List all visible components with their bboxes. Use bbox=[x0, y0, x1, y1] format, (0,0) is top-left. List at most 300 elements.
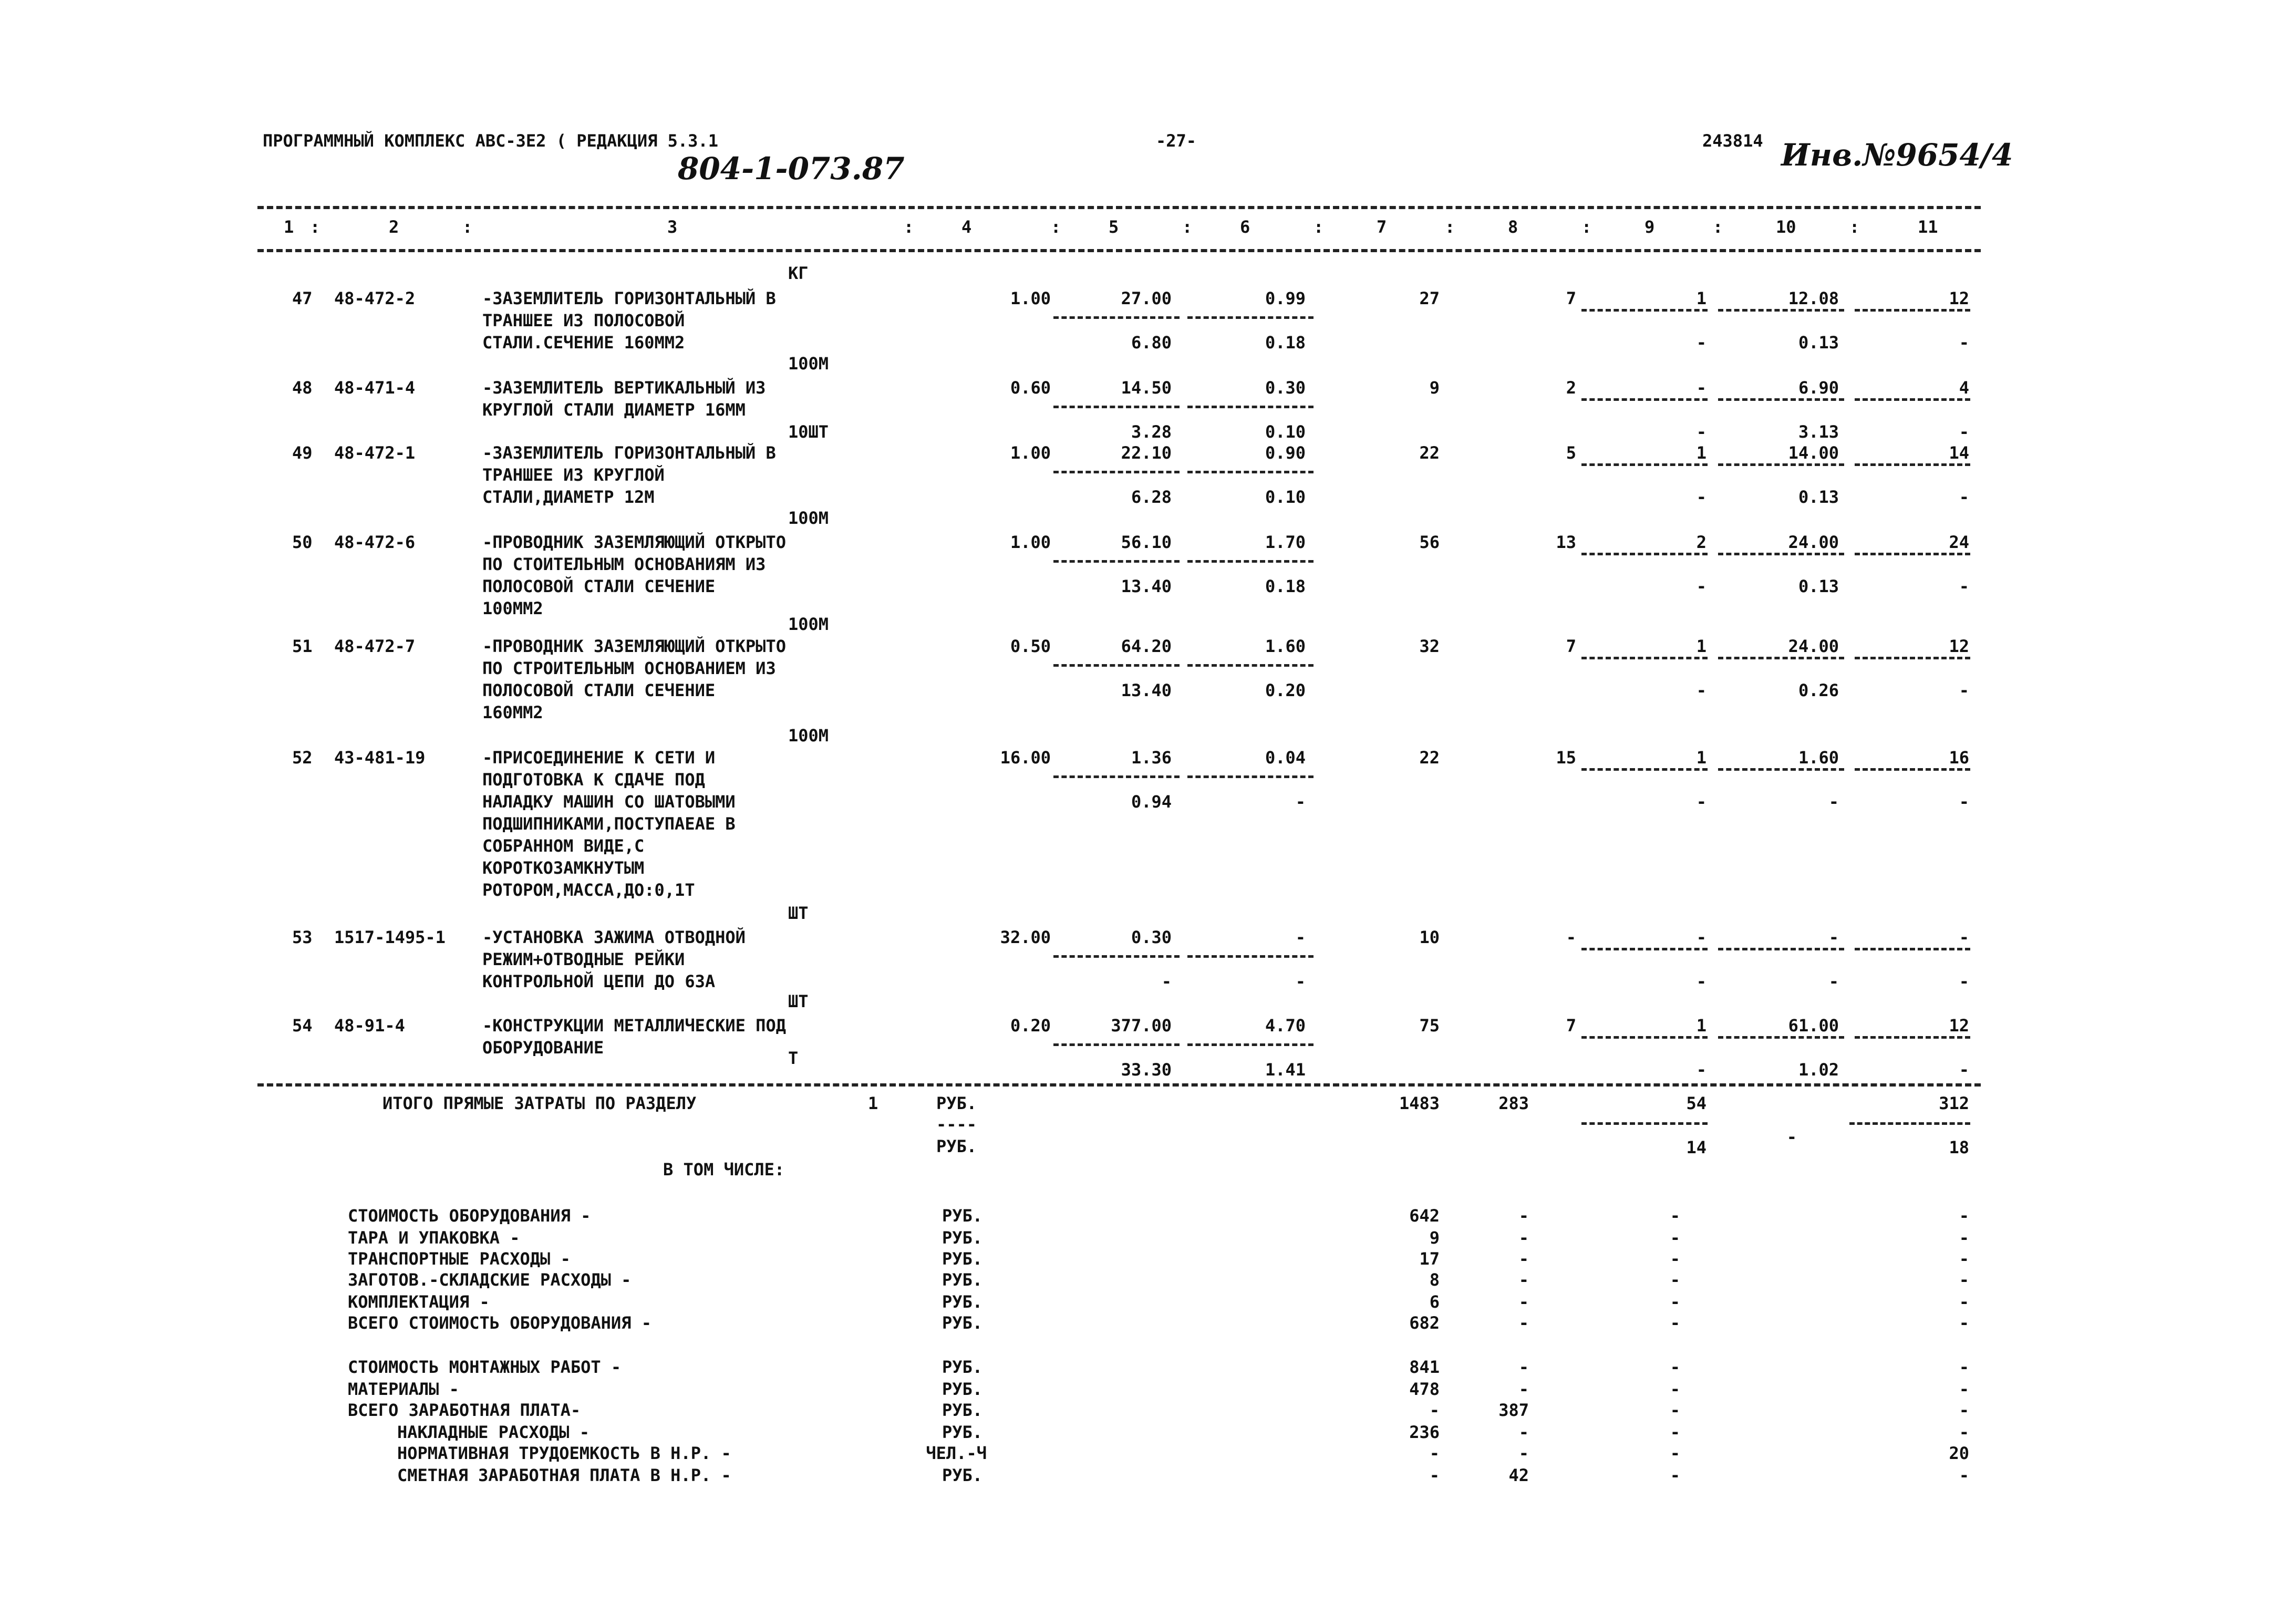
unit-cost-machines: 1.60 bbox=[1265, 636, 1306, 656]
total-rule bbox=[1855, 398, 1970, 401]
unit-cost-machines: 1.70 bbox=[1265, 532, 1306, 552]
row-number: 47 bbox=[292, 288, 313, 308]
unit-cost-rule bbox=[1053, 955, 1180, 958]
breakdown-unit: ЧЕЛ.-Ч bbox=[926, 1443, 987, 1463]
total-wages: - bbox=[1566, 927, 1576, 947]
total-cost: 10 bbox=[1419, 927, 1440, 947]
total-rule bbox=[1855, 463, 1970, 466]
unit-cost-rule bbox=[1053, 664, 1180, 667]
work-description: -ПРОВОДНИК ЗАЗЕМЛЯЮЩИЙ ОТКРЫТО bbox=[482, 636, 786, 656]
total-rule bbox=[1581, 657, 1708, 659]
total-machine-wages: - bbox=[1696, 576, 1707, 596]
unit-cost-rule bbox=[1187, 406, 1314, 408]
work-description: КОНТРОЛЬНОЙ ЦЕПИ ДО 63А bbox=[482, 971, 716, 991]
total-machines: 1 bbox=[1696, 288, 1707, 308]
unit-cost-rule bbox=[1187, 471, 1314, 473]
unit-cost-wages: 6.80 bbox=[1131, 333, 1172, 353]
pricing-code: 48-472-7 bbox=[334, 636, 416, 656]
column-number: 7 bbox=[1377, 217, 1387, 237]
pricing-code: 48-472-1 bbox=[334, 443, 416, 463]
work-description: СТАЛИ.СЕЧЕНИЕ 160ММ2 bbox=[482, 333, 685, 353]
labour-unit-mech: - bbox=[1828, 971, 1839, 991]
pricing-code: 48-471-4 bbox=[334, 378, 416, 398]
unit-label: 100М bbox=[788, 614, 829, 634]
breakdown-col7: 6 bbox=[1429, 1292, 1440, 1312]
total-rule bbox=[1855, 553, 1970, 555]
unit-cost-rule bbox=[1053, 316, 1180, 319]
row-number: 49 bbox=[292, 443, 313, 463]
breakdown-col11: - bbox=[1959, 1270, 1969, 1290]
breakdown-col8: - bbox=[1518, 1270, 1529, 1290]
breakdown-col8: - bbox=[1518, 1292, 1529, 1312]
unit-cost-machine-wages: 0.20 bbox=[1265, 680, 1306, 700]
column-number: 3 bbox=[667, 217, 678, 237]
program-header: ПРОГРАММНЫЙ КОМПЛЕКС АВС-ЗЕ2 ( РЕДАКЦИЯ 5.3.1 bbox=[263, 131, 718, 151]
totals-label: ИТОГО ПРЯМЫЕ ЗАТРАТЫ ПО РАЗДЕЛУ bbox=[382, 1093, 697, 1113]
breakdown-col11: - bbox=[1959, 1206, 1969, 1226]
work-description: ПО СТОИТЕЛЬНЫМ ОСНОВАНИЯМ ИЗ bbox=[482, 554, 766, 574]
breakdown-col9: - bbox=[1670, 1357, 1680, 1377]
total-rule bbox=[1718, 948, 1844, 950]
breakdown-col8: 387 bbox=[1498, 1400, 1529, 1420]
work-description: -ЗАЗЕМЛИТЕЛЬ ГОРИЗОНТАЛЬНЫЙ В bbox=[482, 288, 776, 308]
column-number: 6 bbox=[1240, 217, 1250, 237]
breakdown-col9: - bbox=[1670, 1443, 1680, 1463]
breakdown-col9: - bbox=[1670, 1379, 1680, 1399]
unit-cost-rule bbox=[1187, 664, 1314, 667]
breakdown-unit: РУБ. bbox=[942, 1270, 982, 1290]
total-rule bbox=[1581, 553, 1708, 555]
breakdown-col11: 20 bbox=[1949, 1443, 1969, 1463]
total-cost: 75 bbox=[1419, 1016, 1440, 1036]
breakdown-col7: 236 bbox=[1409, 1422, 1440, 1442]
work-description: -ПРОВОДНИК ЗАЗЕМЛЯЮЩИЙ ОТКРЫТО bbox=[482, 532, 786, 552]
labour-unit: - bbox=[1828, 927, 1839, 947]
breakdown-label: СТОИМОСТЬ ОБОРУДОВАНИЯ - bbox=[348, 1206, 591, 1226]
labour-total: 4 bbox=[1959, 378, 1969, 398]
column-number: 5 bbox=[1109, 217, 1119, 237]
work-description: КРУГЛОЙ СТАЛИ ДИАМЕТР 16ММ bbox=[482, 400, 746, 420]
work-description: ПОДШИПНИКАМИ,ПОСТУПАЕАЕ В bbox=[482, 814, 736, 834]
quantity: 0.60 bbox=[1010, 378, 1051, 398]
unit-cost-total: 0.30 bbox=[1131, 927, 1172, 947]
column-separator: : bbox=[310, 217, 320, 237]
labour-total: 12 bbox=[1949, 288, 1969, 308]
breakdown-col8: - bbox=[1518, 1443, 1529, 1463]
labour-total-mech: - bbox=[1959, 487, 1969, 507]
breakdown-label: НАКЛАДНЫЕ РАСХОДЫ - bbox=[397, 1422, 590, 1442]
total-machine-wages: - bbox=[1696, 487, 1707, 507]
breakdown-label: ВСЕГО СТОИМОСТЬ ОБОРУДОВАНИЯ - bbox=[348, 1313, 651, 1333]
total-machine-wages: - bbox=[1696, 422, 1707, 442]
labour-unit: 14.00 bbox=[1788, 443, 1839, 463]
quantity: 1.00 bbox=[1010, 443, 1051, 463]
pricing-code: 48-91-4 bbox=[334, 1016, 405, 1036]
document-code: 243814 bbox=[1702, 131, 1763, 151]
labour-total: 12 bbox=[1949, 1016, 1969, 1036]
column-separator: : bbox=[1849, 217, 1860, 237]
breakdown-col8: - bbox=[1518, 1206, 1529, 1226]
breakdown-col7: 17 bbox=[1419, 1249, 1440, 1269]
unit-cost-wages: 3.28 bbox=[1131, 422, 1172, 442]
total-cost: 22 bbox=[1419, 443, 1440, 463]
column-number: 1 bbox=[284, 217, 294, 237]
breakdown-col8: - bbox=[1518, 1313, 1529, 1333]
breakdown-col11: - bbox=[1959, 1292, 1969, 1312]
labour-total-mech: - bbox=[1959, 422, 1969, 442]
unit-cost-total: 27.00 bbox=[1121, 288, 1172, 308]
totals-unit-2: ---- bbox=[936, 1114, 977, 1134]
breakdown-unit: РУБ. bbox=[942, 1206, 982, 1226]
total-rule bbox=[1581, 463, 1708, 466]
work-description: РОТОРОМ,МАССА,ДО:0,1Т bbox=[482, 880, 695, 900]
total-rule bbox=[1581, 948, 1708, 950]
breakdown-label: ВСЕГО ЗАРАБОТНАЯ ПЛАТА- bbox=[348, 1400, 581, 1420]
unit-cost-wages: - bbox=[1161, 971, 1172, 991]
total-cost: 56 bbox=[1419, 532, 1440, 552]
breakdown-label: СМЕТНАЯ ЗАРАБОТНАЯ ПЛАТА В Н.Р. - bbox=[397, 1465, 731, 1485]
column-separator: : bbox=[462, 217, 473, 237]
handwritten-project-number: 804-1-073.87 bbox=[678, 151, 905, 187]
quantity: 16.00 bbox=[1000, 748, 1051, 768]
unit-cost-machine-wages: 0.10 bbox=[1265, 487, 1306, 507]
column-number: 11 bbox=[1918, 217, 1938, 237]
work-description: НАЛАДКУ МАШИН СО ШАТОВЫМИ bbox=[482, 792, 736, 812]
work-description: ТРАНШЕЕ ИЗ ПОЛОСОВОЙ bbox=[482, 311, 685, 330]
totals-unit-1: РУБ. bbox=[936, 1093, 977, 1113]
work-description: 160ММ2 bbox=[482, 702, 543, 722]
total-machines: 1 bbox=[1696, 636, 1707, 656]
work-description: 100ММ2 bbox=[482, 598, 543, 618]
labour-total-mech: - bbox=[1959, 333, 1969, 353]
labour-unit-mech: 0.13 bbox=[1798, 487, 1839, 507]
unit-label: Т bbox=[788, 1048, 799, 1068]
total-machines: 1 bbox=[1696, 748, 1707, 768]
total-rule bbox=[1581, 398, 1708, 401]
work-description: -КОНСТРУКЦИИ МЕТАЛЛИЧЕСКИЕ ПОД bbox=[482, 1016, 786, 1036]
unit-cost-rule bbox=[1187, 560, 1314, 563]
rule-top bbox=[257, 206, 1981, 209]
breakdown-label: СТОИМОСТЬ МОНТАЖНЫХ РАБОТ - bbox=[348, 1357, 622, 1377]
unit-cost-rule bbox=[1053, 775, 1180, 778]
unit-cost-rule bbox=[1187, 955, 1314, 958]
unit-cost-wages: 13.40 bbox=[1121, 576, 1172, 596]
total-rule bbox=[1718, 398, 1844, 401]
unit-cost-machine-wages: 0.10 bbox=[1265, 422, 1306, 442]
breakdown-unit: РУБ. bbox=[942, 1422, 982, 1442]
labour-total: - bbox=[1959, 927, 1969, 947]
total-machine-wages: - bbox=[1696, 971, 1707, 991]
unit-cost-machines: - bbox=[1295, 927, 1306, 947]
breakdown-col9: - bbox=[1670, 1465, 1680, 1485]
unit-cost-machines: 0.90 bbox=[1265, 443, 1306, 463]
breakdown-col11: - bbox=[1959, 1228, 1969, 1248]
unit-cost-rule bbox=[1053, 471, 1180, 473]
row-number: 52 bbox=[292, 748, 313, 768]
breakdown-col9: - bbox=[1670, 1206, 1680, 1226]
breakdown-col7: 682 bbox=[1409, 1313, 1440, 1333]
total-wages: 13 bbox=[1556, 532, 1576, 552]
total-machine-wages: - bbox=[1696, 1060, 1707, 1080]
labour-total: 12 bbox=[1949, 636, 1969, 656]
breakdown-col7: 9 bbox=[1429, 1228, 1440, 1248]
unit-cost-rule bbox=[1053, 560, 1180, 563]
breakdown-col9: - bbox=[1670, 1422, 1680, 1442]
unit-label: 100М bbox=[788, 508, 829, 528]
column-number: 4 bbox=[961, 217, 972, 237]
totals-col10-sub: - bbox=[1786, 1127, 1797, 1147]
totals-col9-sub: 14 bbox=[1686, 1137, 1707, 1157]
quantity: 1.00 bbox=[1010, 288, 1051, 308]
breakdown-unit: РУБ. bbox=[942, 1379, 982, 1399]
unit-label: ШТ bbox=[788, 903, 809, 923]
labour-unit: 6.90 bbox=[1798, 378, 1839, 398]
labour-total: 16 bbox=[1949, 748, 1969, 768]
unit-cost-wages: 6.28 bbox=[1131, 487, 1172, 507]
unit-cost-rule bbox=[1187, 1043, 1314, 1046]
unit-cost-rule bbox=[1187, 316, 1314, 319]
total-wages: 15 bbox=[1556, 748, 1576, 768]
totals-col7: 1483 bbox=[1399, 1093, 1440, 1113]
totals-col8: 283 bbox=[1498, 1093, 1529, 1113]
breakdown-col8: - bbox=[1518, 1379, 1529, 1399]
unit-cost-total: 14.50 bbox=[1121, 378, 1172, 398]
work-description: -ЗАЗЕМЛИТЕЛЬ ГОРИЗОНТАЛЬНЫЙ В bbox=[482, 443, 776, 463]
unit-label: ШТ bbox=[788, 991, 809, 1011]
breakdown-col9: - bbox=[1670, 1249, 1680, 1269]
quantity: 0.20 bbox=[1010, 1016, 1051, 1036]
breakdown-col11: - bbox=[1959, 1422, 1969, 1442]
work-description: -УСТАНОВКА ЗАЖИМА ОТВОДНОЙ bbox=[482, 927, 746, 947]
quantity: 32.00 bbox=[1000, 927, 1051, 947]
totals-col11: 312 bbox=[1939, 1093, 1969, 1113]
breakdown-label: ТАРА И УПАКОВКА - bbox=[348, 1228, 520, 1248]
total-rule bbox=[1855, 309, 1970, 312]
breakdown-label: КОМПЛЕКТАЦИЯ - bbox=[348, 1292, 490, 1312]
work-description: -ЗАЗЕМЛИТЕЛЬ ВЕРТИКАЛЬНЫЙ ИЗ bbox=[482, 378, 766, 398]
work-description: ТРАНШЕЕ ИЗ КРУГЛОЙ bbox=[482, 465, 665, 485]
handwritten-inventory-number: Инв.№9654/4 bbox=[1781, 137, 2013, 173]
breakdown-label: НОРМАТИВНАЯ ТРУДОЕМКОСТЬ В Н.Р. - bbox=[397, 1443, 731, 1463]
unit-cost-wages: 0.94 bbox=[1131, 792, 1172, 812]
total-wages: 2 bbox=[1566, 378, 1576, 398]
column-separator: : bbox=[1713, 217, 1723, 237]
breakdown-col8: - bbox=[1518, 1249, 1529, 1269]
labour-unit: 12.08 bbox=[1788, 288, 1839, 308]
labour-unit-mech: 1.02 bbox=[1798, 1060, 1839, 1080]
pricing-code: 48-472-6 bbox=[334, 532, 416, 552]
labour-total-mech: - bbox=[1959, 680, 1969, 700]
total-rule bbox=[1718, 553, 1844, 555]
total-machines: - bbox=[1696, 378, 1707, 398]
unit-cost-total: 22.10 bbox=[1121, 443, 1172, 463]
unit-cost-total: 64.20 bbox=[1121, 636, 1172, 656]
total-rule bbox=[1718, 1036, 1844, 1039]
unit-cost-machines: 4.70 bbox=[1265, 1016, 1306, 1036]
work-description: ПОЛОСОВОЙ СТАЛИ СЕЧЕНИЕ bbox=[482, 680, 716, 700]
total-rule bbox=[1718, 309, 1844, 312]
unit-cost-machines: 0.30 bbox=[1265, 378, 1306, 398]
labour-unit-mech: 0.13 bbox=[1798, 576, 1839, 596]
unit-cost-rule bbox=[1053, 1043, 1180, 1046]
breakdown-col11: - bbox=[1959, 1249, 1969, 1269]
breakdown-col8: - bbox=[1518, 1228, 1529, 1248]
work-description: СОБРАННОМ ВИДЕ,С bbox=[482, 836, 645, 856]
total-rule bbox=[1718, 657, 1844, 659]
labour-total: 14 bbox=[1949, 443, 1969, 463]
unit-cost-total: 56.10 bbox=[1121, 532, 1172, 552]
unit-cost-machine-wages: - bbox=[1295, 792, 1306, 812]
breakdown-unit: РУБ. bbox=[942, 1292, 982, 1312]
total-rule bbox=[1718, 463, 1844, 466]
breakdown-col8: - bbox=[1518, 1357, 1529, 1377]
unit-cost-machine-wages: 0.18 bbox=[1265, 333, 1306, 353]
total-wages: 5 bbox=[1566, 443, 1576, 463]
unit-label: 10ШТ bbox=[788, 422, 829, 442]
labour-total-mech: - bbox=[1959, 971, 1969, 991]
column-number: 10 bbox=[1776, 217, 1796, 237]
totals-col11-sub: 18 bbox=[1949, 1137, 1969, 1157]
unit-cost-machine-wages: 1.41 bbox=[1265, 1060, 1306, 1080]
totals-col9: 54 bbox=[1686, 1093, 1707, 1113]
work-description: ПОДГОТОВКА К СДАЧЕ ПОД bbox=[482, 770, 705, 790]
page-number: -27- bbox=[1156, 131, 1197, 151]
work-description: ПОЛОСОВОЙ СТАЛИ СЕЧЕНИЕ bbox=[482, 576, 716, 596]
including-title: В ТОМ ЧИСЛЕ: bbox=[663, 1160, 785, 1180]
total-rule bbox=[1718, 768, 1844, 771]
breakdown-col8: 42 bbox=[1508, 1465, 1529, 1485]
total-rule bbox=[1581, 309, 1708, 312]
breakdown-col11: - bbox=[1959, 1400, 1969, 1420]
breakdown-col9: - bbox=[1670, 1228, 1680, 1248]
breakdown-col9: - bbox=[1670, 1313, 1680, 1333]
labour-unit-mech: - bbox=[1828, 792, 1839, 812]
total-cost: 32 bbox=[1419, 636, 1440, 656]
pricing-code: 48-472-2 bbox=[334, 288, 416, 308]
labour-unit: 24.00 bbox=[1788, 532, 1839, 552]
rule-header bbox=[257, 249, 1981, 252]
total-machine-wages: - bbox=[1696, 333, 1707, 353]
column-separator: : bbox=[1581, 217, 1592, 237]
total-rule bbox=[1855, 657, 1970, 659]
labour-unit: 1.60 bbox=[1798, 748, 1839, 768]
unit-label: 100М bbox=[788, 354, 829, 374]
breakdown-col7: 642 bbox=[1409, 1206, 1440, 1226]
work-description: ОБОРУДОВАНИЕ bbox=[482, 1038, 604, 1058]
total-machine-wages: - bbox=[1696, 792, 1707, 812]
labour-total-mech: - bbox=[1959, 792, 1969, 812]
labour-unit: 61.00 bbox=[1788, 1016, 1839, 1036]
breakdown-col7: - bbox=[1429, 1465, 1440, 1485]
breakdown-unit: РУБ. bbox=[942, 1313, 982, 1333]
breakdown-col11: - bbox=[1959, 1465, 1969, 1485]
breakdown-col11: - bbox=[1959, 1313, 1969, 1333]
total-machines: 2 bbox=[1696, 532, 1707, 552]
total-wages: 7 bbox=[1566, 1016, 1576, 1036]
work-description: -ПРИСОЕДИНЕНИЕ К СЕТИ И bbox=[482, 748, 716, 768]
quantity: 0.50 bbox=[1010, 636, 1051, 656]
breakdown-col9: - bbox=[1670, 1400, 1680, 1420]
unit-cost-rule bbox=[1187, 775, 1314, 778]
labour-unit-mech: 3.13 bbox=[1798, 422, 1839, 442]
breakdown-col7: 478 bbox=[1409, 1379, 1440, 1399]
work-description: РЕЖИМ+ОТВОДНЫЕ РЕЙКИ bbox=[482, 949, 685, 969]
labour-unit-mech: 0.13 bbox=[1798, 333, 1839, 353]
column-separator: : bbox=[1314, 217, 1324, 237]
breakdown-col9: - bbox=[1670, 1270, 1680, 1290]
total-rule bbox=[1855, 768, 1970, 771]
quantity: 1.00 bbox=[1010, 532, 1051, 552]
breakdown-unit: РУБ. bbox=[942, 1465, 982, 1485]
breakdown-unit: РУБ. bbox=[942, 1228, 982, 1248]
total-machines: - bbox=[1696, 927, 1707, 947]
breakdown-col11: - bbox=[1959, 1379, 1969, 1399]
row-number: 48 bbox=[292, 378, 313, 398]
total-machine-wages: - bbox=[1696, 680, 1707, 700]
total-rule bbox=[1855, 1036, 1970, 1039]
row-number: 50 bbox=[292, 532, 313, 552]
breakdown-unit: РУБ. bbox=[942, 1400, 982, 1420]
unit-cost-machine-wages: 0.18 bbox=[1265, 576, 1306, 596]
unit-cost-machines: 0.04 bbox=[1265, 748, 1306, 768]
total-rule bbox=[1581, 1036, 1708, 1039]
total-rule bbox=[1855, 948, 1970, 950]
unit-cost-total: 377.00 bbox=[1111, 1016, 1172, 1036]
breakdown-col7: 8 bbox=[1429, 1270, 1440, 1290]
totals-col11-rule bbox=[1849, 1122, 1970, 1125]
work-description: ПО СТРОИТЕЛЬНЫМ ОСНОВАНИЕМ ИЗ bbox=[482, 658, 776, 678]
unit-label: КГ bbox=[788, 263, 809, 283]
breakdown-col9: - bbox=[1670, 1292, 1680, 1312]
unit-cost-total: 1.36 bbox=[1131, 748, 1172, 768]
pricing-code: 1517-1495-1 bbox=[334, 927, 446, 947]
total-cost: 9 bbox=[1429, 378, 1440, 398]
row-number: 53 bbox=[292, 927, 313, 947]
column-separator: : bbox=[1182, 217, 1193, 237]
column-separator: : bbox=[1051, 217, 1061, 237]
work-description: КОРОТКОЗАМКНУТЫМ bbox=[482, 858, 645, 878]
total-rule bbox=[1581, 768, 1708, 771]
labour-total-mech: - bbox=[1959, 576, 1969, 596]
totals-col9-rule bbox=[1581, 1122, 1708, 1125]
unit-label: 100М bbox=[788, 726, 829, 746]
unit-cost-machines: 0.99 bbox=[1265, 288, 1306, 308]
column-number: 2 bbox=[389, 217, 399, 237]
breakdown-unit: РУБ. bbox=[942, 1249, 982, 1269]
rule-totals bbox=[257, 1083, 1981, 1087]
breakdown-col8: - bbox=[1518, 1422, 1529, 1442]
totals-section: 1 bbox=[868, 1093, 878, 1113]
unit-cost-wages: 13.40 bbox=[1121, 680, 1172, 700]
unit-cost-machine-wages: - bbox=[1295, 971, 1306, 991]
labour-total: 24 bbox=[1949, 532, 1969, 552]
column-separator: : bbox=[904, 217, 914, 237]
breakdown-col11: - bbox=[1959, 1357, 1969, 1377]
labour-unit-mech: 0.26 bbox=[1798, 680, 1839, 700]
unit-cost-wages: 33.30 bbox=[1121, 1060, 1172, 1080]
pricing-code: 43-481-19 bbox=[334, 748, 426, 768]
breakdown-col7: 841 bbox=[1409, 1357, 1440, 1377]
breakdown-label: МАТЕРИАЛЫ - bbox=[348, 1379, 459, 1399]
breakdown-unit: РУБ. bbox=[942, 1357, 982, 1377]
total-cost: 27 bbox=[1419, 288, 1440, 308]
unit-cost-rule bbox=[1053, 406, 1180, 408]
total-wages: 7 bbox=[1566, 288, 1576, 308]
column-number: 8 bbox=[1508, 217, 1518, 237]
breakdown-col7: - bbox=[1429, 1443, 1440, 1463]
totals-unit-3: РУБ. bbox=[936, 1136, 977, 1156]
labour-total-mech: - bbox=[1959, 1060, 1969, 1080]
